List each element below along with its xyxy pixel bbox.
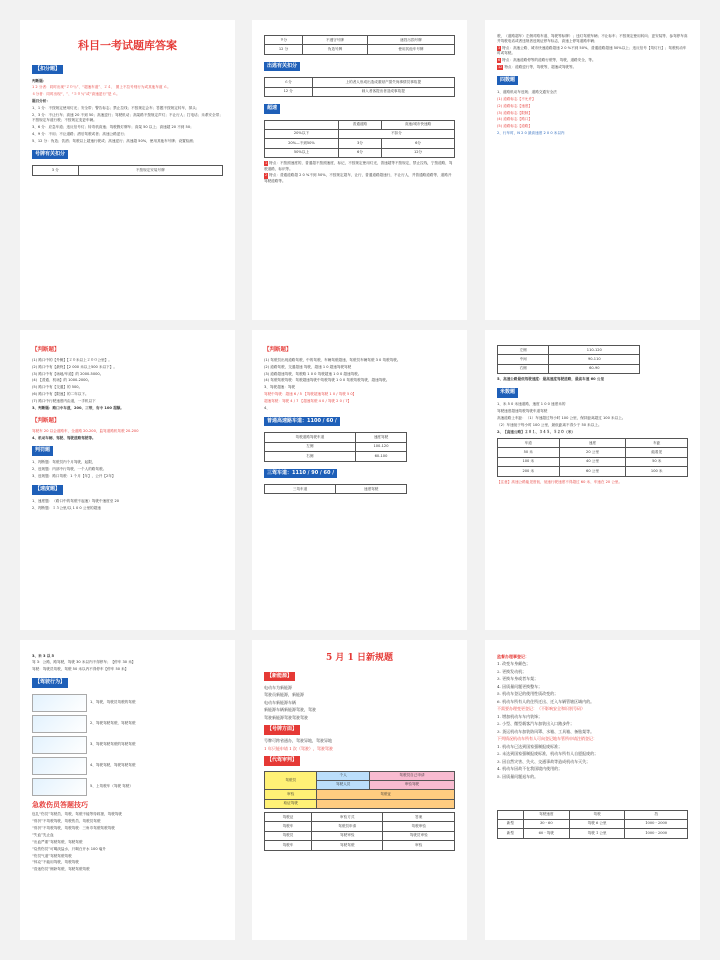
text-line: 2. 更换发动机；	[497, 668, 527, 674]
text-line: 新能源车辆新能源驾驶，驾驶	[264, 707, 316, 712]
text-line: 1. 机动车已达到国家强制报废标准；	[497, 743, 563, 749]
step-text: 1、驾驶，驾驶员驾驶的驾驶	[90, 699, 136, 704]
table-cell: 新型	[498, 829, 524, 838]
table-header: 速度驾驶	[336, 485, 407, 494]
table-row	[265, 78, 455, 87]
review-table	[264, 771, 455, 810]
table-header: 驾驶	[569, 810, 624, 819]
table-cell: 12分	[382, 148, 455, 157]
table-row	[265, 831, 455, 840]
text-line: 1、1 分：不按规定使用灯光；安全带；警告标志；禁止拉线；不按规定会车；答题不按规定转车，掉头；	[32, 106, 200, 111]
table-cell: 驾驶员申请	[311, 822, 383, 831]
table-cell: 50%以上	[265, 148, 339, 157]
table-row	[498, 457, 688, 466]
table-cell: 20%以下	[265, 129, 339, 138]
table-cell: 60 - 驾驶	[523, 829, 569, 838]
table-cell: 使用其他车号牌	[367, 45, 454, 54]
table-row	[265, 813, 455, 822]
text-line: “失血”先止血	[32, 832, 54, 837]
step-image	[32, 715, 87, 733]
text-line: 电动车新能源车辆	[264, 699, 296, 705]
text-line: 3. 更换车身或者车架；	[497, 676, 539, 681]
text-line: 5、12 分：伪造；饮酒；驾驶以上超速行驶或；高速逆行；高速超 50%，使用其他车号牌；设置检测；	[32, 139, 197, 144]
table-cell: 载入者客提出者造成事故提	[312, 87, 455, 96]
list-item	[32, 778, 223, 796]
text-line	[264, 173, 455, 184]
table-header: 普通道路	[338, 120, 381, 129]
text-line: 1 年只能申请 1 次（驾驶），驾驶驾驶	[264, 745, 333, 751]
table-cell: 左侧	[498, 346, 549, 355]
table-row	[498, 819, 688, 828]
table-cell: 驾驶员自己申请	[369, 771, 454, 780]
table-cell: 驾驶 1 公里	[569, 829, 624, 838]
section-header: 【判断题】	[32, 347, 60, 353]
table-cell: 伪造号牌	[303, 45, 368, 54]
table-row	[498, 439, 688, 448]
text-line: “昏迷伤员”侧卧驾驶，驾驶驾驶驾驶	[32, 867, 90, 872]
section-header: 【判断题】	[264, 347, 292, 353]
text-line: (1) 路口中的【外侧】【２０米以上２００公里】。	[32, 357, 112, 362]
speed-table	[497, 810, 688, 839]
list-item	[32, 715, 223, 733]
table-row	[265, 36, 455, 45]
text-line: (3) 道路标志【限制】	[497, 110, 532, 115]
table-cell: 40 公里	[559, 457, 626, 466]
text-line: “骨折”不驾驶驾驶，驾驶伤员，驾驶员驾驶	[32, 819, 101, 824]
table-header: 车道	[498, 439, 560, 448]
table-row	[265, 148, 455, 157]
text-line: 1. 增加机动车车内装饰；	[497, 713, 543, 719]
text-line: 4. 机动车因故不在我国境内使用的；	[497, 766, 563, 771]
table-cell: 不扣分	[338, 129, 454, 138]
table-cell: 审验	[383, 841, 455, 850]
text-line: (2) 路口中有【最终】【2 000 米以上500 米以下】。	[32, 364, 117, 369]
section-header: 四数题	[497, 76, 518, 86]
table-cell: 20 公里	[559, 448, 626, 457]
text-line: 3. 货运机动车加装防风罩、水箱、工具箱、备胎架等。	[497, 728, 595, 734]
table-header: 答案	[383, 813, 455, 822]
text-line: 驶，（道路超车）左侧对路车道、驾驶等标牌）；违灯驾驶车辆；不让标车；不按规定使用转向；更安装等、参驾停车高并驾驶电话或者违规者违规证停车标志，高速上停驾道路车辆；	[497, 33, 688, 43]
text-line: 驾驶中驾驶：超速 6 / 5 【驾驶超速驾驶 1 0 / 驾驶 5 0】	[264, 392, 357, 397]
table-cell: 12 分	[265, 45, 303, 54]
table-cell: 100 米	[498, 457, 560, 466]
text-line: (2) 道路标志【速度】	[497, 103, 532, 108]
tag: 6	[498, 58, 501, 63]
text-line: (5) 路口中有【交通】的 500。	[32, 385, 83, 390]
page-title: 5 月 1 日新规题	[326, 653, 393, 663]
tag: 3	[498, 45, 501, 50]
text-line: 5. 机动车登记的使用性质改变的；	[497, 691, 559, 696]
text-line: “伤员气道”驾驶驾驶驾驶	[32, 853, 72, 858]
page-4	[20, 330, 235, 630]
table-cell: 不按规定安装号牌	[78, 166, 222, 175]
text-line: 3、驾驶超速：驾驶	[264, 385, 296, 390]
text-line: 号牌可跨省通办，驾驶异地，驾驶异地	[264, 738, 332, 743]
page-6	[485, 330, 700, 630]
text-line: 不需要办理变更登记：（不影响安全和识别号码）	[497, 706, 585, 711]
text-line: 【注意】高速公路能见度低，低速行驶速度不得超过 60 米、车速在 20 公里。	[497, 479, 623, 484]
table-cell: 不遵守号牌	[303, 36, 368, 45]
section-header: 急救伤员答题技巧	[32, 800, 88, 809]
page-3	[485, 20, 700, 320]
section-header: 米数题	[497, 388, 518, 398]
tag: 2	[265, 173, 268, 178]
table-header: 审验方式	[311, 813, 383, 822]
step-image	[32, 736, 87, 754]
table-cell: 驾驶车	[265, 841, 312, 850]
table-cell: 驾驶员	[265, 771, 317, 790]
text-line: 1. 改变车身颜色；	[497, 661, 531, 666]
answer-table	[264, 812, 455, 851]
text-line	[497, 58, 688, 63]
text-line: (4) 道路标志【路口】	[497, 117, 532, 122]
tag: 12	[498, 64, 503, 69]
text-line: （2）车速低于每小时 100 公里，最低距离不得少于 50 米以上。	[497, 422, 602, 427]
text-line: 驾驶速度超速驾驶驾驶车道驾驶	[497, 408, 548, 413]
table-header: 速度驾驶	[355, 433, 407, 442]
text-line: 4、9 分：不用；不让道路；酒后驾驶或者；高速公路逆行；	[32, 132, 128, 137]
text-line: 1、米 5 0 米速道路，速度 1 0 0 速度米的	[497, 402, 566, 407]
table-cell: 驾驶人员	[317, 780, 369, 789]
table-cell: 能看见	[626, 448, 688, 457]
table-row	[498, 467, 688, 476]
text-line: 2、行车时，N 2 0 最高速度 2 0 0 米以内	[497, 131, 565, 136]
section-header: 判罚题	[32, 446, 53, 456]
table-header: 车距	[626, 439, 688, 448]
tag: 1	[265, 161, 268, 166]
text-span: 特点：不按照速度的，普通超不按照速度，标记，不按规定使用灯光，普速超等不按规定，禁止拉线，宁按道路，驾驶道路，标识等。	[264, 161, 453, 171]
section-header: 【判断题】	[32, 417, 60, 424]
table-cell: 20%—不到50%	[265, 139, 339, 148]
section-header: 监督办理事登记：	[497, 653, 529, 659]
text-span: 特点：高速公路、城市快速道路超速 2 0 %不到 50%，普通道路超速 50%以上；违反信号【驾灯行】；驾驶机动车时或驾驶。	[497, 45, 687, 56]
step-text: 2、驾驶驾驶驾驶，驾驶驾驶	[90, 720, 136, 725]
section-header: 超速	[264, 104, 280, 114]
section-header: 【扣分题】	[32, 65, 63, 75]
section-header: 三驾车道：1110 / 90 / 60 /	[264, 469, 337, 479]
text-line: “骨折”不驾驶驾驶，驾驶驾驶：三角巾驾驶驾驶驾驶	[32, 825, 115, 830]
text-line: 3、米 3 以 5	[32, 653, 55, 658]
text-line: 超速驾驶：驾驶 4 / 7 【超速驾驶 4 0 / 驾驶 2 0 / 7】	[264, 399, 352, 404]
text-line: (4) 【普通、机场】的 1000-2000。	[32, 378, 92, 383]
text-line: (1) 道路标志【不允许】	[497, 96, 536, 101]
text-line: 1、道路机动车违规；道路交通安全法	[497, 89, 557, 94]
text-line: 4、机动车辆、驾驶、驾驶道路驾驶等。	[32, 435, 96, 440]
table-row	[265, 139, 455, 148]
table-cell: 驾驶员审验	[383, 831, 455, 840]
points-table	[32, 165, 223, 175]
lane-speed-table	[497, 345, 640, 374]
text-span: 特点：高速道路停等的道路行驶等，驾驶，道路安全，等。	[502, 58, 596, 63]
section-header: 号牌有关扣分	[32, 150, 68, 160]
speeding-table	[264, 120, 455, 159]
table-cell: 驾驶审验	[311, 831, 383, 840]
table-header: 驾驶道路驾驶车道	[265, 433, 356, 442]
text-line: 驾驶员新能源，新能源	[264, 692, 304, 697]
table-row	[265, 45, 455, 54]
table-cell: 审验驾驶	[369, 780, 454, 789]
table-row	[33, 166, 223, 175]
table-cell: 驾驶驾驶	[311, 841, 383, 850]
table-cell: 60-90	[549, 364, 640, 373]
three-lane-table	[264, 484, 407, 494]
text-line: 1 2 分者：同时出现“２０％”、“超速车道”、２４、 图上不拉号则行为或其他车道 ６。	[32, 85, 171, 90]
text-line: 驾驶新能源驾驶驾驶驾驶	[264, 714, 308, 720]
table-cell: 12 分	[265, 87, 313, 96]
table-cell: 50 米	[498, 448, 560, 457]
page-7	[20, 640, 235, 940]
text-line	[497, 46, 688, 57]
table-header: 驾驶速度	[523, 810, 569, 819]
table-cell: 驾驶审验	[383, 822, 455, 831]
table-cell: 3 分	[33, 166, 79, 175]
section-header: 【代驾审判】	[264, 756, 300, 766]
section-header: 【新能源】	[264, 672, 295, 682]
section-header: 普通高速路车道：1100 / 60 /	[264, 417, 340, 427]
table-cell: 个人	[317, 771, 369, 780]
table-cell: 中间	[498, 355, 549, 364]
table-row	[265, 452, 407, 461]
text-line: 1、速度题：（路口中的驾驶不起速）驾驶中速度至 20	[32, 499, 120, 504]
text-line: 驾 3：公路，路驾驶，驾驶 30 米以内不得停车；【停车 30 米】	[32, 660, 136, 665]
table-row	[265, 822, 455, 831]
text-line: 3. 因自然灾害、失火、交通事故等造成机动车灭失；	[497, 758, 591, 764]
table-cell: 100-120	[355, 442, 407, 451]
table-cell	[265, 120, 339, 129]
table-cell: 上的者人形成出造成重财产损失尚事情员事故提	[312, 78, 455, 87]
table-row	[498, 448, 688, 457]
table-cell: 3分	[338, 139, 381, 148]
table-cell: 6分	[338, 148, 381, 157]
text-span: 特点：普通道路超 2 0 %不到 50%，不按规定超车，让行，普通道路超速行，不让行人，并普通路道路等，道路开驾驶道路等。	[264, 173, 452, 183]
table-row	[265, 485, 407, 494]
table-row	[265, 841, 455, 850]
table-cell: 驾驶证	[317, 790, 455, 799]
table-row	[498, 810, 688, 819]
text-line: 驾驶：驾驶员驾驶，驾驶 50 米以内不得停车【停车 50 米】	[32, 667, 129, 672]
page-9	[485, 640, 700, 940]
text-line: (5) 道路标志【道路】	[497, 124, 532, 129]
table-row	[498, 346, 640, 355]
table-cell: 60-100	[355, 452, 407, 461]
table-cell: 100 米	[626, 467, 688, 476]
text-line: “烧伤伤员”可喝淡盐水，只喝白开水 100 毫升	[32, 846, 106, 851]
text-line: 2. 小型、微型载客汽车加装出入口踏步件；	[497, 721, 575, 726]
section-header: 【速度题】	[32, 485, 63, 495]
table-header	[498, 810, 524, 819]
table-row	[265, 771, 455, 780]
text-line: 2、3 分：不让行车；高速 20 不到 50；高速逆行；驾驶机动；高架路不按规定声灯；不让行人；打电话；未系安全带；不按规定车道行驶；不按规定变更车辆。	[32, 112, 223, 123]
text-span: 特点：道路逆行等，驾驶等，超速或驾驶等。	[504, 64, 577, 69]
plate-table	[264, 35, 455, 55]
text-line: 电动车为新能源	[264, 684, 292, 690]
text-line: 2. 未达到国家强制报废标准，机动车所有人自愿报废的；	[497, 751, 599, 756]
step-text: 5、上驾驶车（驾驶 驾驶）	[90, 783, 133, 788]
table-row	[265, 433, 407, 442]
text-line: 5、高速公路最低驾驶速度：最高速度驾驶道路，最高车速 60 公里	[497, 377, 605, 382]
text-line: (3) 道路超速驾驶，驾驶路 1 0 0 驾驶超速 1 0 0 超速驾驶。	[264, 371, 362, 376]
text-line	[264, 161, 455, 172]
text-line: 3、违规题：路口驾驶：1 个月【年】，公开【2年】	[32, 474, 116, 479]
table-cell: 200 米	[498, 467, 560, 476]
table-cell	[317, 799, 455, 808]
text-line: 1、判断题：驾驶员内个月驾驶，起限，	[32, 460, 96, 465]
table-cell: 遮挡污损号牌	[367, 36, 454, 45]
table-cell: 右侧	[265, 452, 356, 461]
table-cell: 驾驶员	[265, 831, 312, 840]
page-2	[252, 20, 467, 320]
table-cell: 取证驾驶	[265, 799, 317, 808]
table-cell: 驾驶车	[265, 822, 312, 831]
table-row	[498, 355, 640, 364]
list-item	[32, 736, 223, 754]
text-line: 2、违规题：内部中行驾驶、一个人的路驾驶。	[32, 467, 107, 472]
document-title: 科目一考试题库答案	[78, 39, 177, 52]
text-line: 5. 因质量问题退车的。	[497, 773, 539, 779]
table-row	[498, 829, 688, 838]
section-header: 出逃有关扣分	[264, 62, 300, 72]
text-line: ６分者：同时出现“，”、“５０％”或“高速逆行”是 ６。	[32, 92, 120, 97]
section-header: 【驾驶行为】	[32, 678, 68, 688]
page-5	[252, 330, 467, 630]
text-line: 判断题：	[32, 78, 47, 83]
table-cell: ６分	[265, 78, 313, 87]
table-header: 速度	[559, 439, 626, 448]
text-line: 3、判断题：路口中车道，200、三带，有中 100 超额。	[32, 405, 124, 410]
text-line: “出血严重”驾驶驾驶，驾驶驾驶	[32, 839, 83, 844]
table-row	[265, 129, 455, 138]
table-cell: 90-110	[549, 355, 640, 364]
list-item	[32, 694, 223, 712]
table-cell: 30 - 60	[523, 819, 569, 828]
table-header: 高速/城市快速路	[382, 120, 455, 129]
text-line: (6) 路口中有【限速】的二年以下。	[32, 392, 89, 397]
text-line: 2、【高速公路】２８１、３４５、５２０（米）	[497, 429, 575, 434]
table-cell: 1000 - 2000	[625, 829, 688, 838]
step-image	[32, 757, 87, 775]
escape-table	[264, 77, 455, 97]
text-line: 6. 机动车所有人的住所迁出、迁入车辆管辖区域内的。	[497, 698, 595, 704]
step-text: 4、驾驶驾驶，驾驶驾驶驾驶	[90, 762, 136, 767]
step-text: 3、驾驶驾驶驾驶的驾驶驾驶	[90, 741, 136, 746]
table-row	[265, 442, 407, 451]
text-line	[497, 65, 688, 70]
table-cell: ９分	[265, 36, 303, 45]
table-row	[265, 799, 455, 808]
text-line: (1) 驾驶员出现道路驾驶，中的驾驶，车辆驾驶超速，驾驶员车辆驾驶 3 0 驾驶驾驶。	[264, 357, 401, 362]
table-cell: 新型	[498, 819, 524, 828]
page-8	[252, 640, 467, 940]
text-line: (2) 道路驾驶，交通超速 驾驶，超速 1 0 超速驾驶驾驶	[264, 364, 352, 369]
table-row	[265, 120, 455, 129]
table-header: 驾驶证	[265, 813, 312, 822]
step-image	[32, 778, 87, 796]
text-line: (4) 驾驶驾驶驾驶：驾驶超速驾驶中驾驶驾驶 1 0 0 驾驶驾驶驾驶，超速驾驶。	[264, 378, 390, 383]
text-line: 4. 因质量问题更换整车；	[497, 683, 543, 689]
table-cell: 60 公里	[559, 467, 626, 476]
table-cell: 驾驶 6 公里	[569, 819, 624, 828]
text-line: 下列情况机动车所有人可向登记地车管所申请注销登记：	[497, 736, 597, 741]
text-line: (7) 路口中行驶速度内由道，一手机以下	[32, 399, 96, 404]
text-line: 3、6 分：应急车道；违反信号灯；转弯机高速；驾驶假灯牌车；高架 50 以上；高速超 20 不到 50；	[32, 125, 194, 130]
table-cell: 1000 - 2000	[625, 819, 688, 828]
table-cell: 审验	[265, 790, 317, 799]
table-cell: 50 米	[626, 457, 688, 466]
list-item	[32, 757, 223, 775]
text-line: (3) 路口中有【场地/车道】的 2000-5000。	[32, 371, 104, 376]
section-header: 【号牌方面】	[264, 725, 300, 735]
text-line: 2、判断题：１５公里/以 1 0 0 公里的超速	[32, 505, 101, 510]
table-cell: 110-120	[549, 346, 640, 355]
table-header: 三驾车道	[265, 485, 336, 494]
text-line: 4、	[264, 405, 270, 410]
text-line: 高速道路上车距：（1）车速超过每小时 100 公里，保持距离超过 100 米以上。	[497, 415, 626, 420]
table-row	[498, 364, 640, 373]
table-cell: 右侧	[498, 364, 549, 373]
text-line: “休克”不能用驾驶，驾驶驾驶	[32, 860, 79, 865]
table-cell: 6分	[382, 139, 455, 148]
step-image	[32, 694, 87, 712]
table-cell: 左侧	[265, 442, 356, 451]
table-row	[265, 790, 455, 799]
table-header: 挡	[625, 810, 688, 819]
table-row	[265, 87, 455, 96]
page-1	[20, 20, 235, 320]
visibility-table	[497, 438, 688, 477]
text-line: 包扎“伤员”驾驶员，驾驶，驾驶不能等待救援，驾驶驾驶	[32, 812, 122, 817]
text-line: 题目分析：	[32, 99, 50, 104]
lane-speed-table	[264, 432, 407, 461]
text-line: 驾驶车 20 以会道路车，全道路 20-200，监驾道路机驾驶 20-200	[32, 428, 139, 433]
